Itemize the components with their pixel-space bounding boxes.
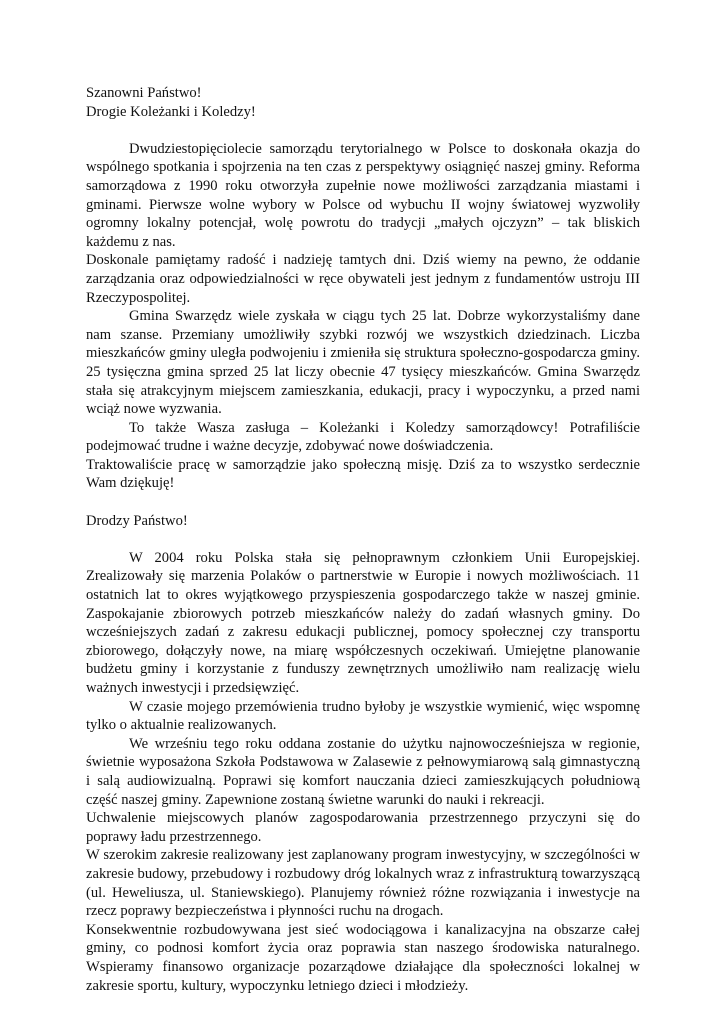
s1-paragraph-3: Gmina Swarzędz wiele zyskała w ciągu tych 25 lat. Dobrze wykorzystaliśmy dane nam szanse. Przemiany umożliwiły szybki rozwój we wszystkich dziedzinach. Liczba mieszkańców gminy uległa podwojeniu i zmieniła się struktura społeczno-gospodarcza gminy. 25 tysięczna gmina sprzed 25 lat liczy obecnie 47 tysięcy mieszkańców. Gmina Swarzędz stała się atrakcyjnym miejscem zamieszkania, edukacji, pracy i wypoczynku, a przed nami wciąż nowe wyzwania.	[86, 308, 640, 418]
s2-paragraph-6: Konsekwentnie rozbudowywana jest sieć wodociągowa i kanalizacyjna na obszarze całej gminy, co podnosi komfort życia oraz poprawia stan naszego środowiska naturalnego. Wspieramy finansowo organizacje pozarządowe działające dla społeczności lokalnej w zakresie sportu, kultury, wypoczynku letniego dzieci i młodzieży.	[86, 921, 640, 994]
s1-paragraph-1: Dwudziestopięciolecie samorządu terytorialnego w Polsce to doskonała okazja do wspólnego spotkania i spojrzenia na ten czas z perspektywy osiągnięć naszej gminy. Reforma samorządowa z 1990 roku otworzyła zupełnie nowe możliwości zarządzania miastami i gminami. Pierwsze wolne wybory w Polsce od wybuchu II wojny światowej wyzwoliły ogromny lokalny potencjał, wolę powrotu do tradycji „małych ojczyzn” – tak bliskich każdemu z nas.	[86, 140, 640, 250]
s2-paragraph-4: Uchwalenie miejscowych planów zagospodarowania przestrzennego przyczyni się do poprawy ładu przestrzennego.	[86, 810, 640, 845]
s1-paragraph-2: Doskonale pamiętamy radość i nadzieję tamtych dni. Dziś wiemy na pewno, że oddanie zarządzania oraz odpowiedzialności w ręce obywateli jest jednym z fundamentów ustroju III Rzeczypospolitej.	[86, 252, 640, 306]
document-page	[86, 84, 640, 995]
s2-paragraph-1: W 2004 roku Polska stała się pełnoprawnym członkiem Unii Europejskiej. Zrealizowały się marzenia Polaków o partnerstwie w Europie i nowych możliwościach. 11 ostatnich lat to okres wyjątkowego przyspieszenia gospodarczego także w naszej gminie. Zaspokajanie zbiorowych potrzeb mieszkańców należy do zadań własnych gminy. Do wcześniejszych zadań z zakresu edukacji publicznej, pomocy społecznej czy transportu zbiorowego, dołączyły nowe, na miarę współczesnych oczekiwań. Umiejętne planowanie budżetu gminy i korzystanie z funduszy zewnętrznych umożliwiło nam realizację wielu ważnych inwestycji i przedsięwzięć.	[86, 549, 640, 696]
s2-greeting: Drodzy Państwo!	[86, 512, 188, 529]
salutation-line-1: Szanowni Państwo!	[86, 85, 202, 101]
paragraph-spacer	[86, 121, 640, 140]
paragraph-spacer	[86, 530, 640, 549]
s1-paragraph-4: To także Wasza zasługa – Koleżanki i Koledzy samorządowcy! Potrafiliście podejmować trudne i ważne decyzje, zdobywać nowe doświadczenia.	[86, 419, 640, 455]
salutation-line-2: Drogie Koleżanki i Koledzy!	[86, 103, 256, 120]
s1-paragraph-5: Traktowaliście pracę w samorządzie jako społeczną misję. Dziś za to wszystko serdecznie Wam dziękuję!	[86, 456, 640, 492]
s2-paragraph-3: We wrześniu tego roku oddana zostanie do użytku najnowocześniejsza w regionie, świetnie wyposażona Szkoła Podstawowa w Zalasewie z pełnowymiarową salą gimnastyczną i salą audiowizualną. Poprawi się komfort nauczania dzieci zamieszkujących południową część naszej gminy. Zapewnione zostaną świetne warunki do nauki i rekreacji.	[86, 735, 640, 808]
s2-paragraph-5: W szerokim zakresie realizowany jest zaplanowany program inwestycyjny, w szczególności w zakresie budowy, przebudowy i rozbudowy dróg lokalnych wraz z infrastrukturą towarzyszącą (ul. Heweliusza, ul. Staniewskiego). Planujemy również różne rozwiązania i inwestycje na rzecz poprawy bezpieczeństwa i płynności ruchu na drogach.	[86, 847, 640, 920]
s2-paragraph-2: W czasie mojego przemówienia trudno byłoby je wszystkie wymienić, więc wspomnę tylko o aktualnie realizowanych.	[86, 698, 640, 734]
paragraph-spacer	[86, 493, 640, 512]
